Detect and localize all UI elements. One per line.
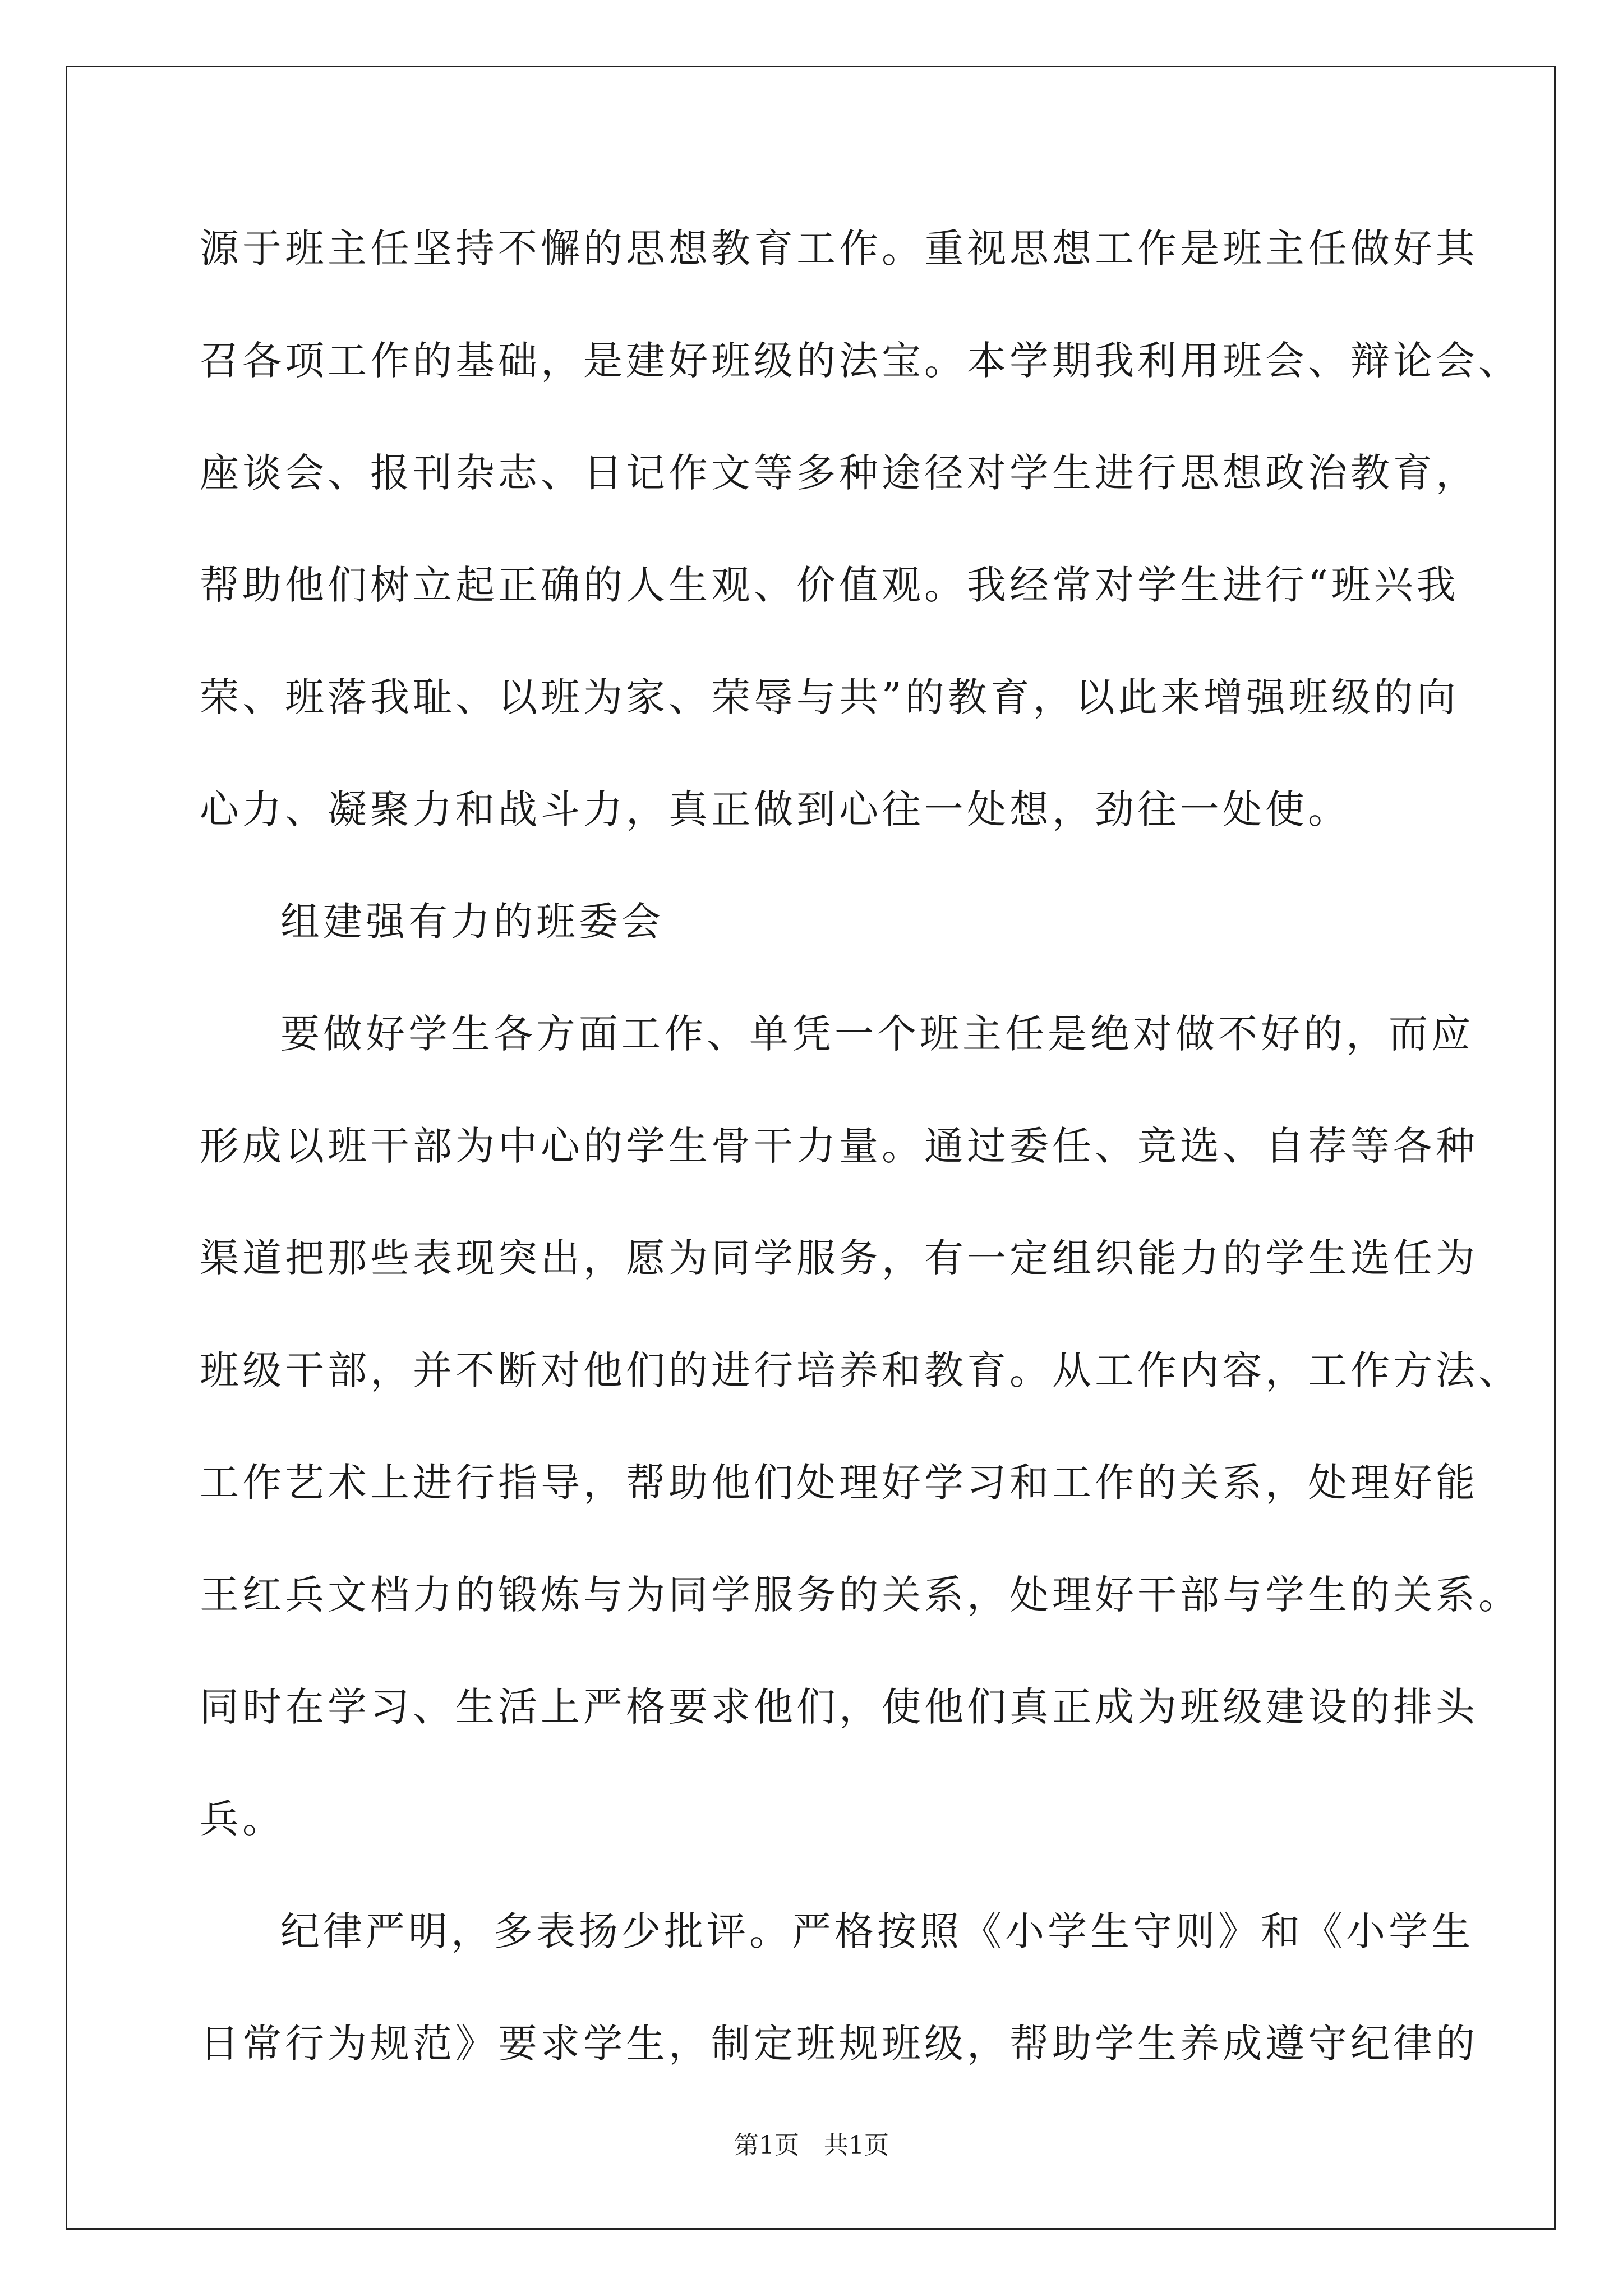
section-heading: 组建强有力的班委会 xyxy=(280,899,664,945)
text-line: 工作艺术上进行指导，帮助他们处理好学习和工作的关系，处理好能 xyxy=(200,1460,1478,1506)
page-footer: 第1页 共1页 xyxy=(734,2131,889,2160)
text-line: 荣、班落我耻、以班为家、荣辱与共”的教育，以此来增强班级的向 xyxy=(200,674,1459,720)
text-line: 纪律严明，多表扬少批评。严格按照《小学生守则》和《小学生 xyxy=(280,1908,1474,1954)
text-line: 兵。 xyxy=(200,1796,285,1842)
text-line: 王红兵文档力的锻炼与为同学服务的关系，处理好干部与学生的关系。 xyxy=(200,1572,1521,1618)
text-line: 同时在学习、生活上严格要求他们，使他们真正成为班级建设的排头 xyxy=(200,1684,1478,1730)
text-line: 日常行为规范》要求学生，制定班规班级，帮助学生养成遵守纪律的 xyxy=(200,2021,1478,2067)
text-line: 源于班主任坚持不懈的思想教育工作。重视思想工作是班主任做好其 xyxy=(200,226,1478,272)
text-line: 心力、凝聚力和战斗力，真正做到心往一处想，劲往一处使。 xyxy=(200,786,1350,832)
text-line: 渠道把那些表现突出，愿为同学服务，有一定组织能力的学生选任为 xyxy=(200,1235,1478,1281)
text-line: 形成以班干部为中心的学生骨干力量。通过委任、竞选、自荐等各种 xyxy=(200,1123,1478,1169)
text-line: 召各项工作的基础，是建好班级的法宝。本学期我利用班会、辩论会、 xyxy=(200,338,1521,384)
text-line: 帮助他们树立起正确的人生观、价值观。我经常对学生进行“班兴我 xyxy=(200,562,1459,608)
text-line: 座谈会、报刊杂志、日记作文等多种途径对学生进行思想政治教育， xyxy=(200,450,1478,496)
text-line: 要做好学生各方面工作、单凭一个班主任是绝对做不好的，而应 xyxy=(280,1011,1474,1057)
text-line: 班级干部，并不断对他们的进行培养和教育。从工作内容，工作方法、 xyxy=(200,1347,1521,1393)
